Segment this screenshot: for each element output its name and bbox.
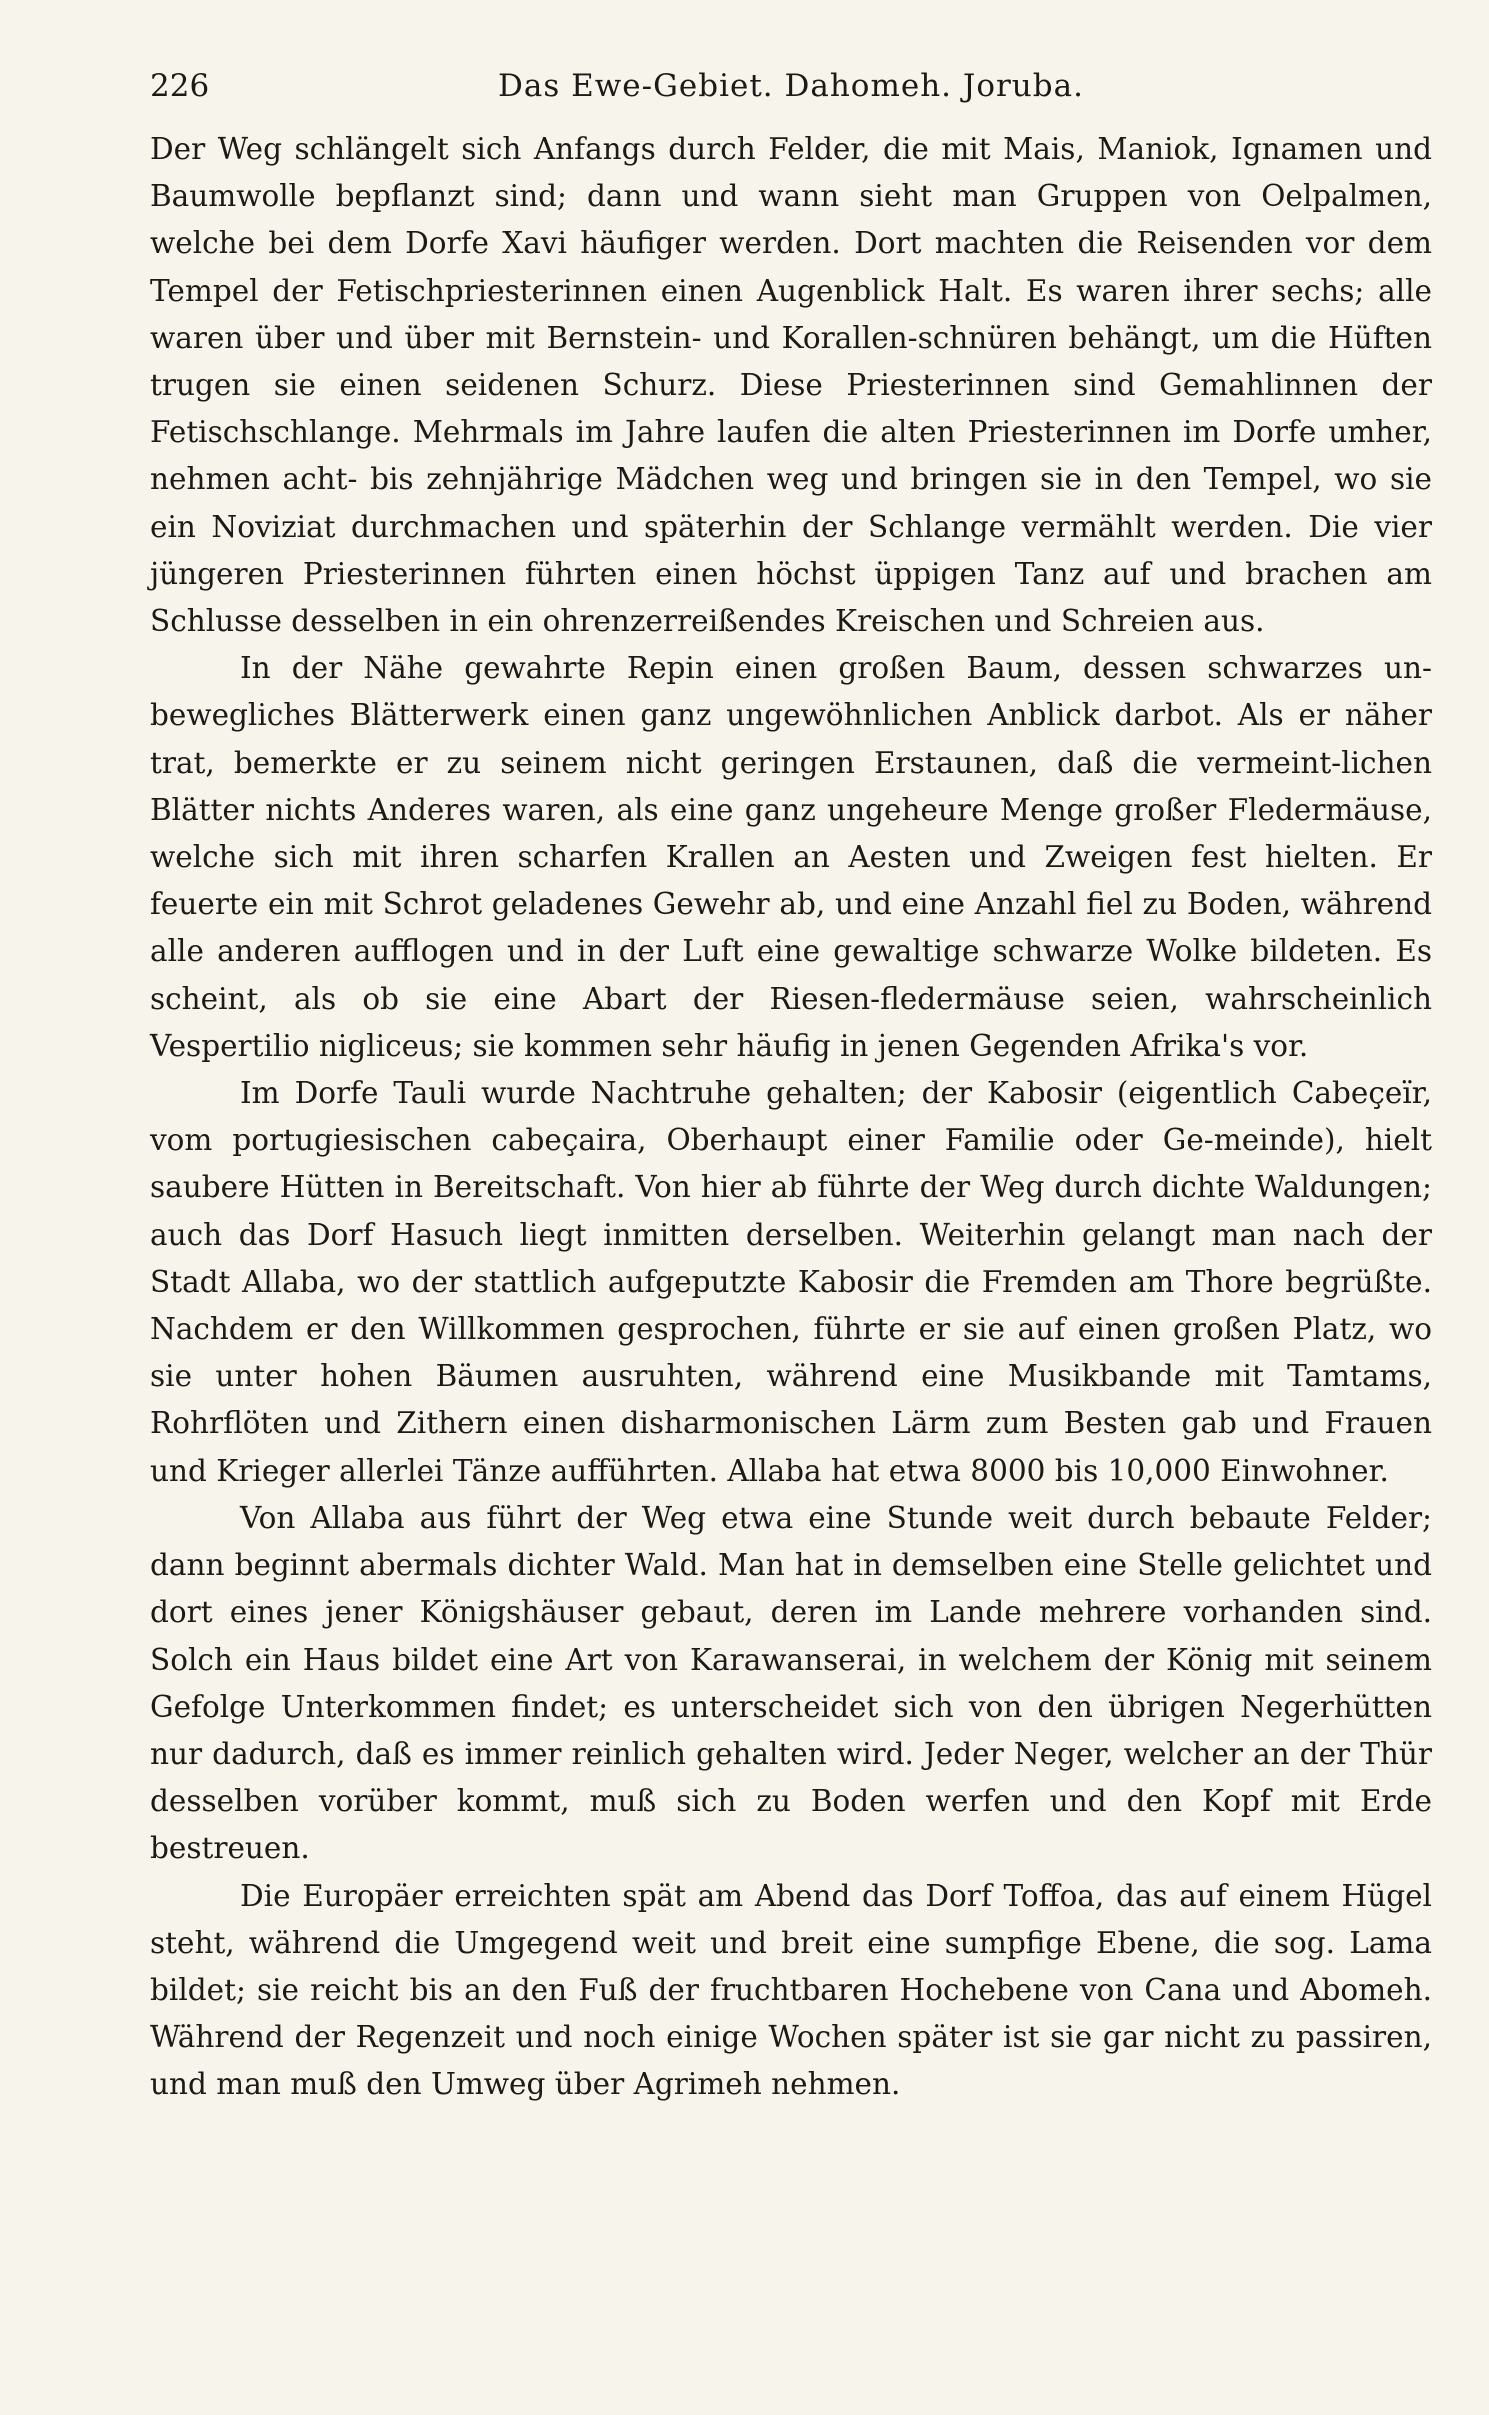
page-number: 226 <box>150 68 210 104</box>
paragraph: In der Nähe gewahrte Repin einen großen Baum, dessen schwarzes un-bewegliches Blätterwerk einen ganz ungewöhnlichen Anblick darbot. Als er näher trat, bemerkte er zu seinem nicht geringen Erstaunen, daß die vermeint-lichen Blätter nichts Anderes waren, als eine ganz ungeheure Menge großer Fledermäuse, welche sich mit ihren scharfen Krallen an Aesten und Zweigen fest hielten. Er feuerte ein mit Schrot geladenes Gewehr ab, und eine Anzahl fiel zu Boden, während alle anderen aufflogen und in der Luft eine gewaltige schwarze Wolke bildeten. Es scheint, als ob sie eine Abart der Riesen-fledermäuse seien, wahrscheinlich Vespertilio nigliceus; sie kommen sehr häufig in jenen Gegenden Afrika's vor. <box>150 651 1432 1063</box>
paragraph: Im Dorfe Tauli wurde Nachtruhe gehalten; der Kabosir (eigentlich Cabeçeïr, vom portugiesischen cabeçaira, Oberhaupt einer Familie oder Ge-meinde), hielt saubere Hütten in Bereitschaft. Von hier ab führte der Weg durch dichte Waldungen; auch das Dorf Hasuch liegt inmitten derselben. Weiterhin gelangt man nach der Stadt Allaba, wo der stattlich aufgeputzte Kabosir die Fremden am Thore begrüßte. Nachdem er den Willkommen gesprochen, führte er sie auf einen großen Platz, wo sie unter hohen Bäumen ausruhten, während eine Musikbande mit Tamtams, Rohrflöten und Zithern einen disharmonischen Lärm zum Besten gab und Frauen und Krieger allerlei Tänze aufführten. Allaba hat etwa 8000 bis 10,000 Einwohner. <box>150 1076 1432 1488</box>
running-title: Das Ewe-Gebiet. Dahomeh. Joruba. <box>498 68 1084 104</box>
paragraph: Von Allaba aus führt der Weg etwa eine Stunde weit durch bebaute Felder; dann beginnt abermals dichter Wald. Man hat in demselben eine Stelle gelichtet und dort eines jener Königshäuser gebaut, deren im Lande mehrere vorhanden sind. Solch ein Haus bildet eine Art von Karawanserai, in welchem der König mit seinem Gefolge Unterkommen findet; es unterscheidet sich von den übrigen Negerhütten nur dadurch, daß es immer reinlich gehalten wird. Jeder Neger, welcher an der Thür desselben vorüber kommt, muß sich zu Boden werfen und den Kopf mit Erde bestreuen. <box>150 1500 1432 1866</box>
paragraph: Der Weg schlängelt sich Anfangs durch Felder, die mit Mais, Maniok, Ignamen und Baumwolle bepflanzt sind; dann und wann sieht man Gruppen von Oelpalmen, welche bei dem Dorfe Xavi häufiger werden. Dort machten die Reisenden vor dem Tempel der Fetischpriesterinnen einen Augenblick Halt. Es waren ihrer sechs; alle waren über und über mit Bernstein- und Korallen-schnüren behängt, um die Hüften trugen sie einen seidenen Schurz. Diese Priesterinnen sind Gemahlinnen der Fetischschlange. Mehrmals im Jahre laufen die alten Priesterinnen im Dorfe umher, nehmen acht- bis zehnjährige Mädchen weg und bringen sie in den Tempel, wo sie ein Noviziat durchmachen und späterhin der Schlange vermählt werden. Die vier jüngeren Priesterinnen führten einen höchst üppigen Tanz auf und brachen am Schlusse desselben in ein ohrenzerreißendes Kreischen und Schreien aus. <box>150 132 1432 639</box>
book-page <box>150 60 1432 2109</box>
page-header <box>150 60 1432 120</box>
paragraph: Die Europäer erreichten spät am Abend das Dorf Toffoa, das auf einem Hügel steht, während die Umgegend weit und breit eine sumpfige Ebene, die sog. Lama bildet; sie reicht bis an den Fuß der fruchtbaren Hochebene von Cana und Abomeh. Während der Regenzeit und noch einige Wochen später ist sie gar nicht zu passiren, und man muß den Umweg über Agrimeh nehmen. <box>150 1878 1432 2102</box>
body-text <box>150 126 1432 2109</box>
